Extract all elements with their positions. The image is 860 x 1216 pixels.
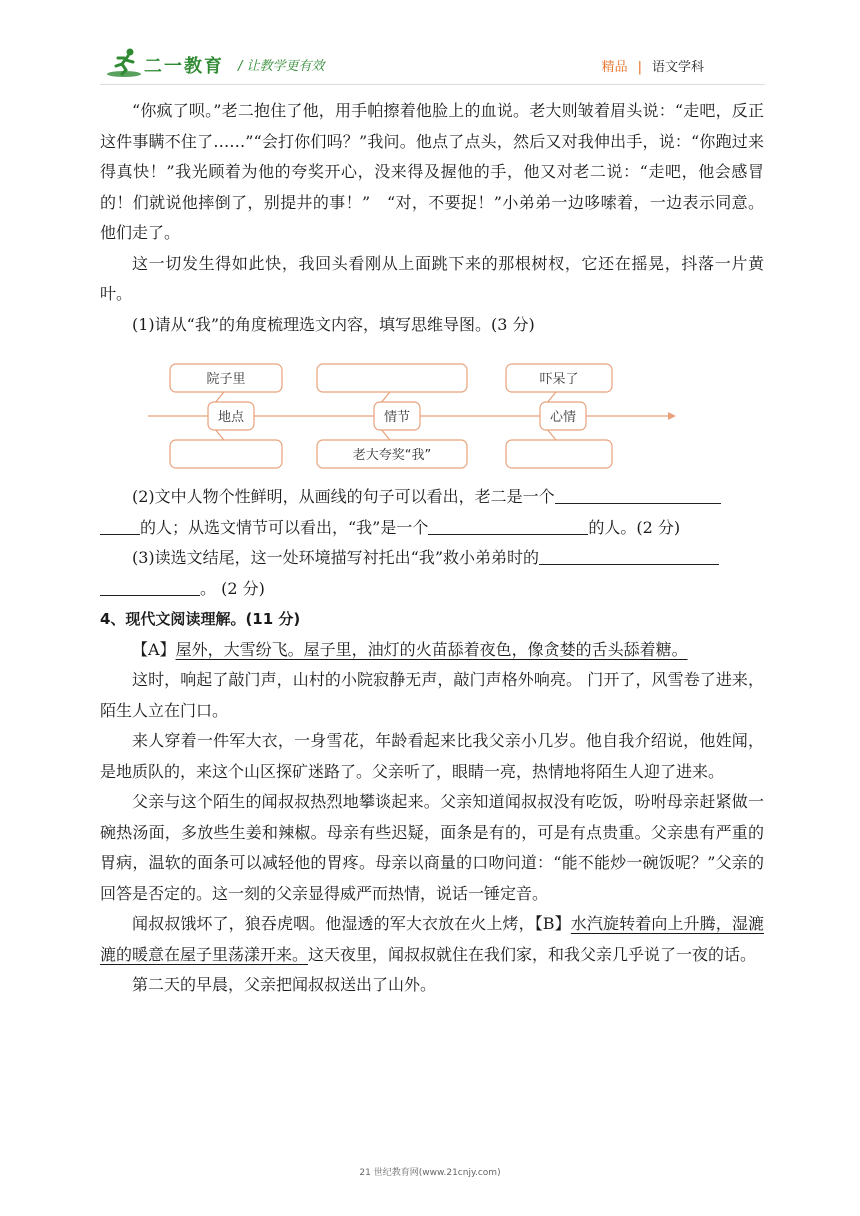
passage-a	[100, 635, 764, 666]
header-separator: |	[637, 60, 642, 75]
text-after-b: 这天夜里，闻叔叔就住在我们家，和我父亲几乎说了一夜的话。	[308, 944, 757, 964]
question-3-cont	[100, 574, 764, 605]
passage-paragraph: 这时，响起了敲门声，山村的小院寂静无声，敲门声格外响亮。 门开了，风雪卷了进来，陌生人立在门口。	[100, 670, 764, 720]
mind-map	[100, 354, 764, 476]
arrow-head-icon	[668, 412, 676, 420]
answer-blank[interactable]	[428, 519, 588, 535]
label-b: 【B】	[534, 914, 571, 933]
box-bottom-left	[170, 440, 282, 468]
subject-label: 语文学科	[651, 60, 704, 75]
label-top-left: 院子里	[206, 372, 246, 387]
passage-paragraph: “你疯了呗。”老二抱住了他，用手帕擦着他脸上的血说。老大则皱着眉头说：“走吧，反正这件事瞒不住了……”“会打你们吗？”我问。他点了点头，然后又对我伸出手，说：“你跑过来得真快！”我光顾着为他的夸奖开心，没来得及握他的手，他又对老二说：“走吧，他会感冒的！们就说他摔倒了，别提井的事！” “对，不要捉！”小弟弟一边哆嗦着，一边表示同意。他们走了。	[100, 101, 764, 242]
page-header	[0, 0, 860, 90]
question-2	[100, 482, 764, 513]
passage-paragraph-b	[100, 909, 764, 970]
label-plot: 情节	[383, 410, 411, 425]
logo-slogan: / 让教学更有效	[238, 59, 325, 74]
underlined-sentence-b: 水汽旋转着向上升腾，湿漉漉的暖意在屋子里荡漾开来。	[100, 914, 764, 964]
label-mood: 心情	[549, 410, 577, 425]
page-footer: 21 世纪教育网(www.21cnjy.com)	[359, 1168, 501, 1178]
box-top-middle	[317, 364, 467, 392]
box-bottom-right	[506, 440, 612, 468]
answer-blank[interactable]	[555, 488, 721, 504]
passage-paragraph: 父亲与这个陌生的闻叔叔热烈地攀谈起来。父亲知道闻叔叔没有吃饭，吩咐母亲赶紧做一碗热汤面，多放些生姜和辣椒。母亲有些迟疑，面条是有的，可是有点贵重。父亲患有严重的胃病，温软的面条可以减轻他的胃疼。母亲以商量的口吻问道：“能不能炒一碗饭呢？”父亲的回答是否定的。这一刻的父亲显得威严而热情，说话一锤定音。	[100, 792, 764, 903]
logo-text: 二一教育	[144, 56, 224, 77]
page-content	[100, 96, 764, 1001]
question-2-text-b: 的人；从选文情节可以看出，“我”是一个	[140, 517, 429, 537]
passage-paragraph: 第二天的早晨，父亲把闻叔叔送出了山外。	[132, 975, 437, 994]
mind-map-svg	[100, 354, 764, 476]
question-3-text-a: (3)读选文结尾，这一处环境描写衬托出“我”救小弟弟时的	[132, 548, 540, 567]
logo	[106, 46, 336, 82]
quality-label: 精品	[601, 60, 628, 75]
label-a: 【A】	[132, 639, 176, 659]
question-2-text-a: (2)文中人物个性鲜明，从画线的句子可以看出，老二是一个	[132, 487, 555, 506]
header-subject	[602, 56, 704, 75]
label-location: 地点	[217, 410, 245, 425]
passage-paragraph: 来人穿着一件军大衣，一身雪花，年龄看起来比我父亲小几岁。他自我介绍说，他姓闻，是地质队的，来这个山区探矿迷路了。父亲听了，眼睛一亮，热情地将陌生人迎了进来。	[100, 731, 764, 781]
passage-paragraph: 这一切发生得如此快，我回头看刚从上面跳下来的那根树杈，它还在摇晃，抖落一片黄叶。	[100, 253, 764, 303]
text-before-b: 闻叔叔饿坏了，狼吞虎咽。他湿透的军大衣放在火上烤，	[132, 914, 535, 933]
question-2-cont	[100, 513, 764, 544]
label-bottom-middle: 老大夸奖“我”	[352, 448, 432, 463]
section-4-title: 4、现代文阅读理解。(11 分)	[100, 610, 301, 628]
label-top-right: 吓呆了	[539, 372, 579, 387]
question-1: (1)请从“我”的角度梳理选文内容，填写思维导图。(3 分)	[132, 314, 535, 334]
runner-icon	[106, 46, 146, 80]
header-divider	[100, 84, 765, 85]
question-3	[100, 543, 764, 574]
answer-blank[interactable]	[100, 519, 140, 535]
answer-blank[interactable]	[539, 549, 719, 565]
underlined-sentence-a: 屋外，大雪纷飞。屋子里，油灯的火苗舔着夜色，像贪婪的舌头舔着糖。	[175, 639, 688, 659]
question-2-text-c: 的人。(2 分)	[588, 517, 681, 537]
answer-blank[interactable]	[100, 580, 200, 596]
question-3-text-b: 。 (2 分)	[200, 578, 265, 598]
